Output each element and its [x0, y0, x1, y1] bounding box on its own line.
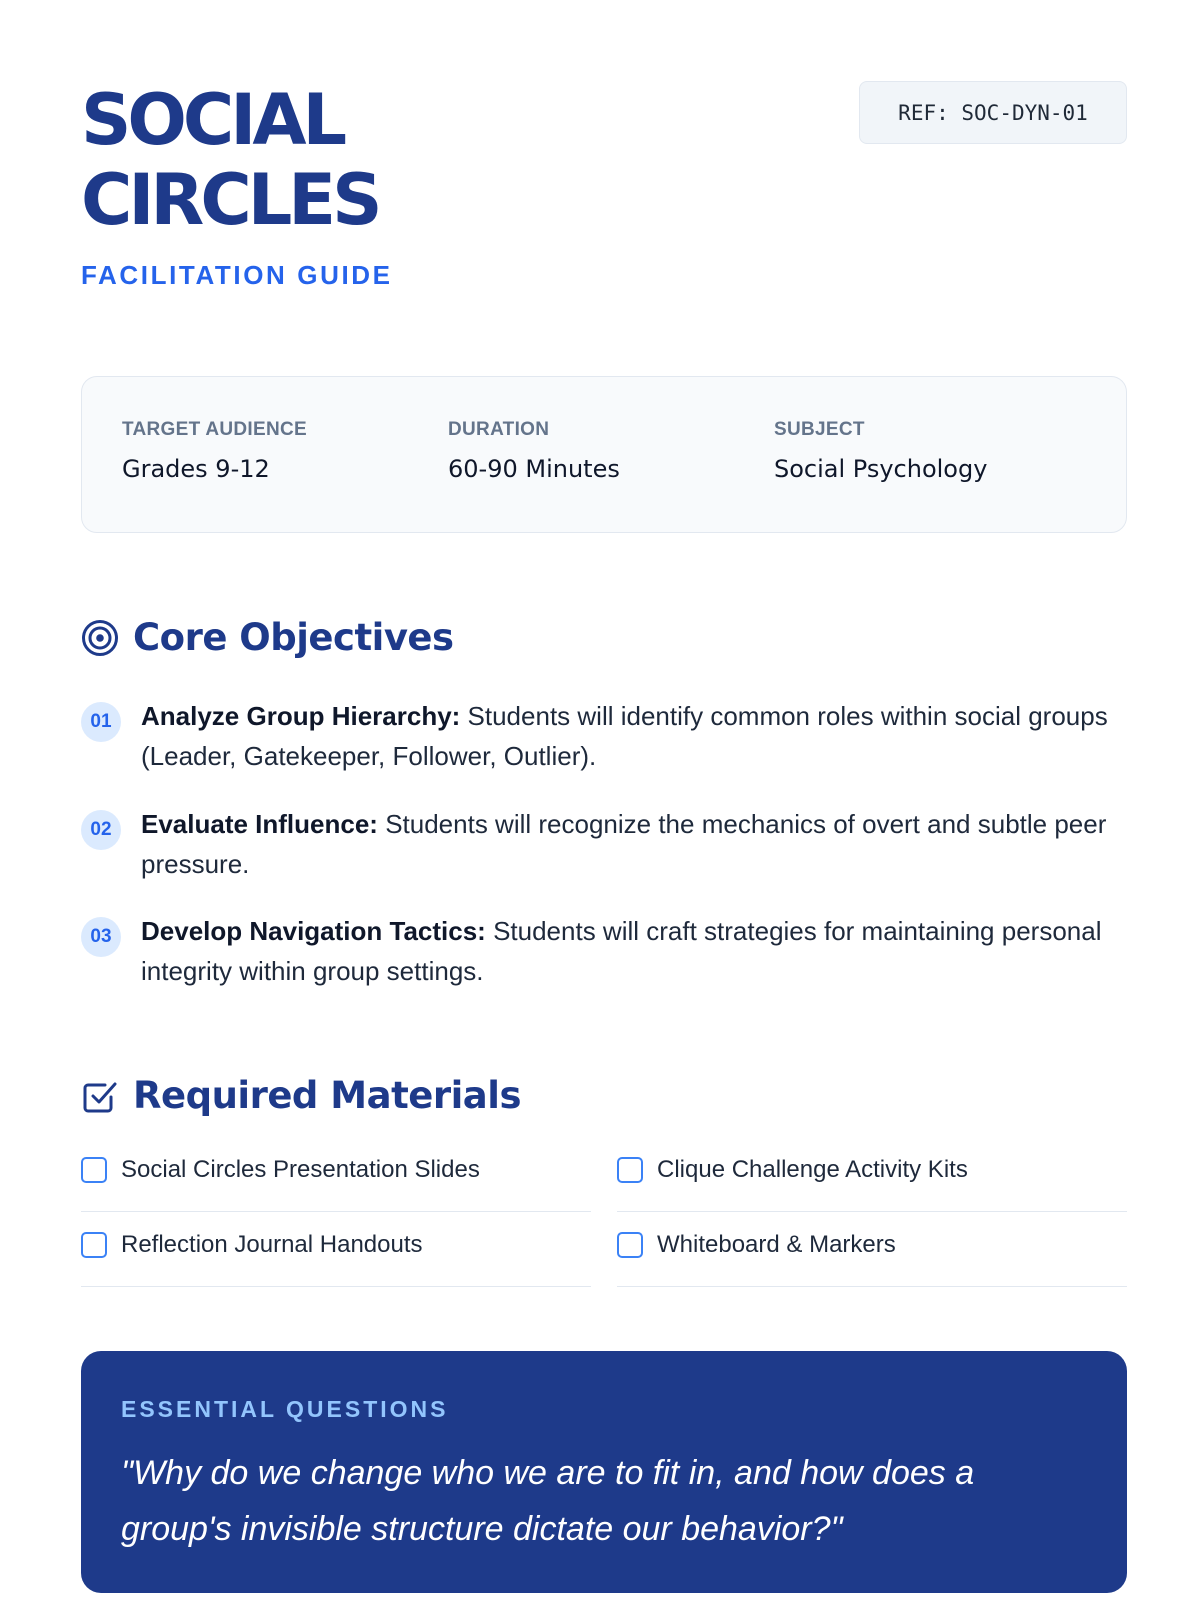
info-duration [448, 419, 620, 483]
objective-number: 01 [81, 702, 121, 742]
objectives-title: Core Objectives [133, 616, 454, 659]
objective-description: Students will identify common roles within social groups (Leader, Gatekeeper, Follower, Outlier). [141, 701, 1108, 771]
material-label: Reflection Journal Handouts [121, 1231, 423, 1258]
material-label: Whiteboard & Markers [657, 1231, 896, 1258]
info-value: 60-90 Minutes [448, 455, 620, 483]
title-line-1: SOCIAL [81, 79, 344, 161]
materials-title: Required Materials [133, 1074, 521, 1117]
material-item[interactable] [81, 1153, 591, 1212]
objective-text [141, 804, 1121, 884]
info-value: Social Psychology [774, 455, 988, 483]
objective-title: Evaluate Influence: [141, 809, 378, 839]
objective-number: 03 [81, 917, 121, 957]
reference-badge: REF: SOC-DYN-01 [859, 81, 1127, 144]
essential-question-quote: "Why do we change who we are to fit in, and how does a group's invisible structure dictate our behavior?" [121, 1454, 975, 1548]
material-checkbox[interactable] [81, 1157, 107, 1183]
page-title [81, 80, 781, 240]
objective-description: Students will craft strategies for maintaining personal integrity within group settings. [141, 916, 1102, 986]
target-icon [81, 619, 119, 657]
info-card [81, 376, 1127, 533]
title-line-2: CIRCLES [81, 159, 379, 241]
header [81, 0, 1127, 340]
objective-description: Students will recognize the mechanics of overt and subtle peer pressure. [141, 809, 1107, 879]
info-value: Grades 9-12 [122, 455, 270, 483]
material-item[interactable] [617, 1228, 1127, 1287]
info-label: DURATION [448, 419, 550, 440]
material-item[interactable] [617, 1153, 1127, 1212]
info-label: TARGET AUDIENCE [122, 419, 307, 440]
material-checkbox[interactable] [81, 1232, 107, 1258]
material-checkbox[interactable] [617, 1232, 643, 1258]
checkbox-check-icon [81, 1077, 119, 1115]
material-checkbox[interactable] [617, 1157, 643, 1183]
objective-text [141, 696, 1121, 776]
objective-title: Develop Navigation Tactics: [141, 916, 486, 946]
info-label: SUBJECT [774, 419, 865, 440]
material-label: Social Circles Presentation Slides [121, 1156, 480, 1183]
objective-text [141, 911, 1121, 991]
material-label: Clique Challenge Activity Kits [657, 1156, 968, 1183]
page-subtitle: FACILITATION GUIDE [81, 260, 393, 290]
facilitation-guide-page [81, 0, 1127, 1548]
material-item[interactable] [81, 1228, 591, 1287]
objective-number: 02 [81, 810, 121, 850]
essential-questions-label: ESSENTIAL QUESTIONS [121, 1396, 449, 1422]
objective-title: Analyze Group Hierarchy: [141, 701, 461, 731]
info-subject [774, 419, 987, 483]
objectives-heading [81, 616, 454, 659]
info-target-audience [122, 419, 307, 483]
materials-heading [81, 1074, 521, 1117]
essential-questions-card [81, 1351, 1127, 1593]
